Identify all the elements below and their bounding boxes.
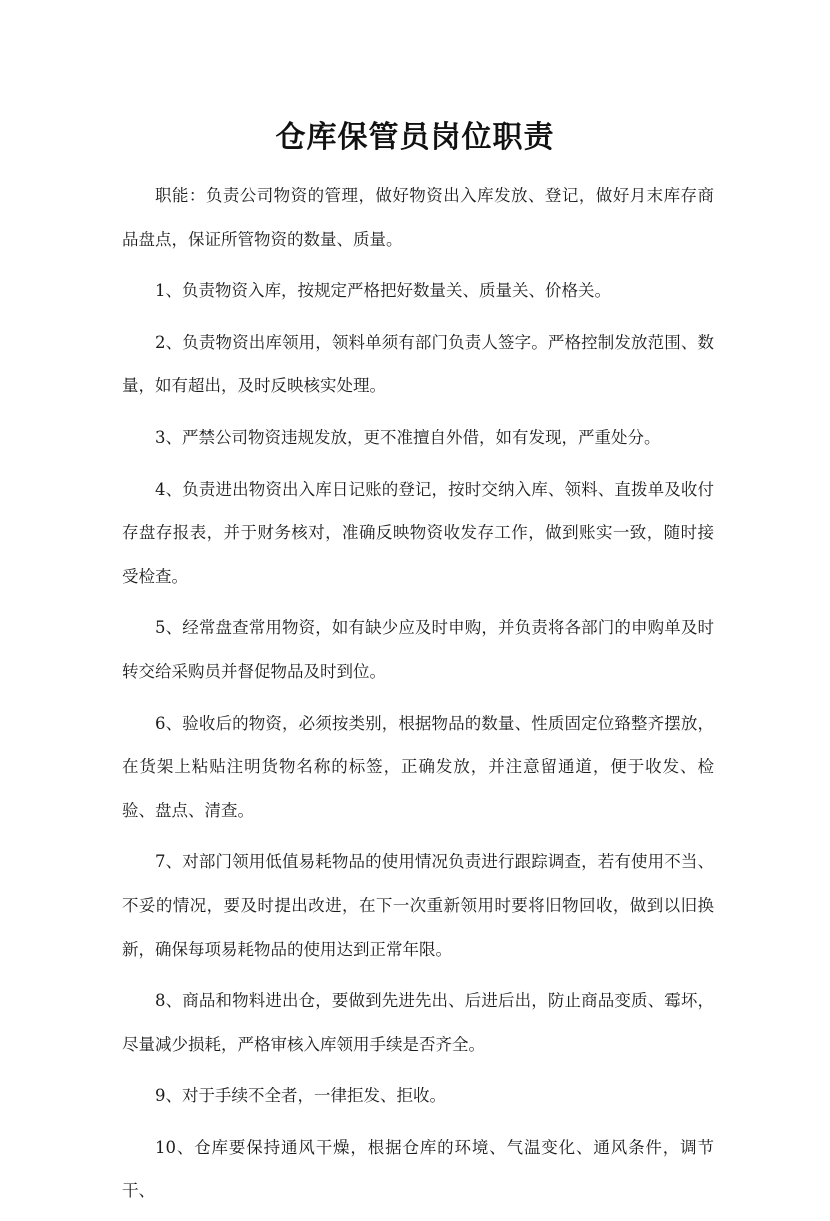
document-body [122,174,714,1221]
paragraph-duties: 职能：负责公司物资的管理，做好物资出入库发放、登记，做好月末库存商品盘点，保证所管物资的数量、质量。 [122,186,714,249]
paragraph-item-5: 5、经常盘查常用物资，如有缺少应及时申购，并负责将各部门的申购单及时转交给采购员并督促物品及时到位。 [122,618,714,681]
paragraph-item-8: 8、商品和物料进出仓，要做到先进先出、后进后出，防止商品变质、霉坏，尽量减少损耗，严格审核入库领用手续是否齐全。 [122,991,714,1054]
paragraph-item-2: 2、负责物资出库领用，领料单须有部门负责人签字。严格控制发放范围、数量，如有超出，及时反映核实处理。 [122,332,714,396]
paragraph-item-9: 9、对于手续不全者，一律拒发、拒收。 [155,1086,446,1106]
paragraph-item-1: 1、负责物资入库，按规定严格把好数量关、质量关、价格关。 [155,281,611,301]
document-title: 仓库保管员岗位职责 [275,120,555,155]
paragraph-item-4: 4、负责进出物资出入库日记账的登记，按时交纳入库、领料、直拨单及收付存盘存报表，并于财务核对，准确反映物资收发存工作，做到账实一致，随时接受检查。 [122,479,714,586]
paragraph-item-3: 3、严禁公司物资违规发放，更不准擅自外借，如有发现，严重处分。 [155,427,661,447]
paragraph-item-7: 7、对部门领用低值易耗物品的使用情况负责进行跟踪调查，若有使用不当、不妥的情况，要及时提出改进，在下一次重新领用时要将旧物回收，做到以旧换新，确保每项易耗物品的使用达到正常年限。 [122,852,714,959]
paragraph-item-6: 6、验收后的物资，必须按类别，根据物品的数量、性质固定位臵整齐摆放，在货架上粘贴注明货物名称的标签，正确发放，并注意留通道，便于收发、检验、盘点、清查。 [122,713,714,820]
paragraph-item-10: 10、仓库要保持通风干燥，根据仓库的环境、气温变化、通风条件，调节干、 [122,1137,714,1201]
